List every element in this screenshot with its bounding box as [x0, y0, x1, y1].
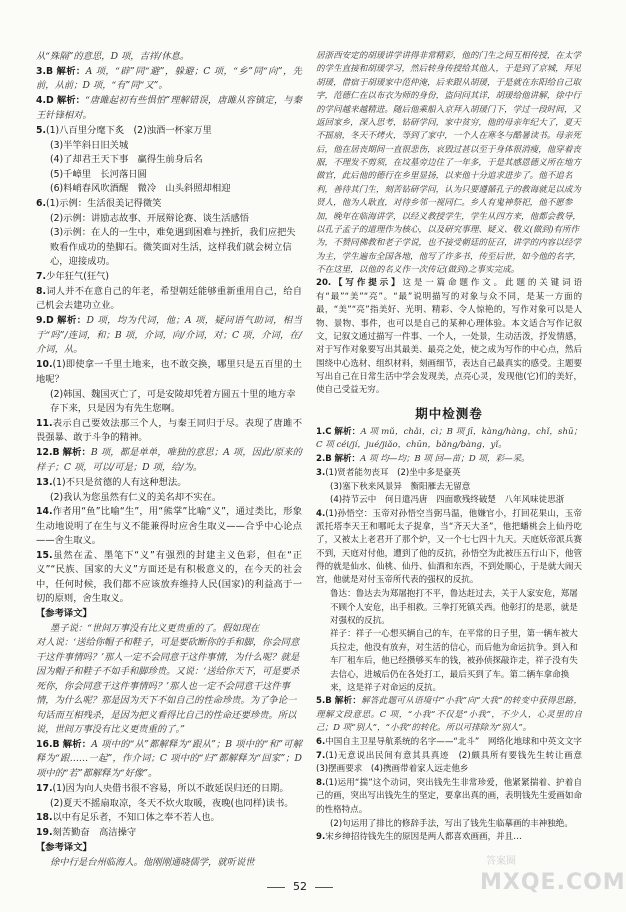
answer-text: 少年狂气(狂气) — [46, 270, 110, 282]
answer-item — [36, 94, 302, 123]
question-number: 4. — [36, 95, 47, 107]
answer-subline: (3)塞下秋来风景异 衡阳雁去无留意 — [330, 481, 471, 492]
answer-keyword: 解析： — [62, 738, 92, 750]
answer-keyword: 解析： — [56, 65, 86, 77]
answer-item — [316, 736, 582, 749]
answer-keyword: 【写作提示】 — [331, 278, 403, 289]
answer-subline: (3)半竿斜日旧关城 — [50, 139, 129, 151]
question-number: 6. — [316, 736, 326, 747]
question-number: 7. — [316, 750, 326, 761]
answer-item — [36, 270, 302, 284]
answer-text: D 项，均为代词，他；A 项，疑问语气助词，相当于“吗”/连词，和；B 项，介词，向/介词，对；C 项，介词，在/介词，从。 — [36, 315, 302, 356]
answer-text: (1)运用“揣”这个动词，突出钱先生非常珍爱，他紧紧揣着、护着自己的画，突出写出钱先生的坚定，要拿出真的画，表明钱先生爱画如命的性格特点。 — [316, 778, 582, 815]
answer-subline: (2)我认为您虽然有仁义的美名却不实在。 — [50, 491, 222, 503]
translation-text: 徐中行是台州临海人。他刚刚通晓儒学，就听说世 — [50, 856, 255, 868]
answer-item — [36, 50, 302, 64]
answer-item — [316, 777, 582, 817]
answer-subline: (6)料峭春风吹酒醒 微冷 山头斜照却相迎 — [50, 183, 231, 195]
answer-letter: B — [325, 696, 332, 707]
answer-letter: B — [52, 447, 60, 459]
answer-text: 表示自己要效法那三个人，与秦王同归于尽。表现了唐雎不畏强暴、敢于斗争的精神。 — [36, 417, 302, 444]
answer-keyword: 解析： — [334, 696, 362, 707]
question-number: 5. — [316, 696, 326, 707]
answer-text: A 项中的“从”都解释为“跟从”；B 项中的“和”可解释为“跟……一起”，作介词；C 项中的“归”都解释为“回家”；D 项中的“若”都解释为“好像”。 — [36, 738, 302, 779]
answer-item — [36, 358, 302, 387]
translation-text: 对人说：‘送给你帽子和鞋子，可是要砍断你的手和脚，你会同意干这件事情吗？’那人一定不会同意干这件事情，为什么呢？就是因为帽子和鞋子不如手和脚珍贵。又说：‘送给你天下，可是要杀死你，你会同意干这件事情吗？’那人也一定不会同意干这件事情，为什么呢？那是因为天下不如自己的性命珍贵。为了争论一句话而互相残杀，是因为把义看得比自己的性命还要珍贵。所以说，世间万事没有比义更贵重的了。” — [36, 637, 300, 736]
answer-text: 词人并不在意自己的年老，希望朝廷能够重新重用自己，给自己机会去建功立业。 — [36, 285, 302, 312]
answer-item — [36, 417, 302, 446]
answer-subline: (5)千嶂里 长河落日圆 — [50, 168, 147, 180]
answer-item — [36, 65, 302, 94]
answer-text: (1)即使拿一千里土地来，也不敢交换，哪里只是五百里的土地呢？ — [36, 359, 302, 385]
reference-translation-heading: 【参考译文】 — [36, 608, 92, 620]
answer-text: A 项 均—均；B 项 回—苗；D 项，彩—采。 — [360, 454, 530, 464]
question-number: 2. — [316, 454, 326, 464]
answer-item — [316, 467, 582, 480]
answer-subline: (2)夏天不摇扇取凉，冬天不炊火取暖，夜晚(也同样)读书。 — [50, 797, 294, 809]
answer-item — [36, 738, 302, 781]
watermark-sub: 答案圈 — [486, 856, 516, 867]
answer-letter: B — [325, 454, 332, 464]
question-number: 6. — [36, 197, 47, 209]
question-number: 7. — [36, 270, 47, 282]
question-number: 9. — [316, 832, 326, 842]
question-number: 16. — [36, 738, 53, 750]
question-number: 8. — [36, 285, 47, 297]
answer-text: B 项，都是单单，唯独的意思；A 项，因此/原来的样子；C 项，可以/可是；D 项，给/为。 — [36, 447, 302, 473]
answer-subline: 祥子：祥子一心想买辆自己的车，在平常的日子里，第一辆车被大兵拉走，他没有放弃，对生活的信心，而后他为命运抗争。到入和车厂租车后，他已经攒够买车的钱，被孙侦探敲诈走，祥子没有失去信心，进城后仍在各处打工，最后买到了车。第二辆车拿命换来，这是祥子对命运的反抗。 — [330, 629, 578, 693]
answer-item — [36, 549, 302, 607]
answer-text: 这是一篇命题作文。此题的关键词语有“最”“美”“亮”。“最”说明描写的对象与众不同，是某一方面的最，“美”“亮”指美好、光明、精彩、令人惊艳的，写作对象可以是人物、景物、事件，也可以是自己的某种心理体验。本文适合写作记叙文，记叙文通过描写一件事、一个人，一处景，生动活泼，抒发情感，对于写作对象要写出其最美、最亮之处，使之成为写作的中心点，然后围绕中心选材、组织材料，刻画细节，表达自己最真实的感受。主题要写出自己在日常生活中学会发现美，点亮心灵，发现他(它)们的美好，使自己受益无穷。 — [316, 278, 583, 396]
question-number: 14. — [36, 506, 53, 518]
answer-letter: C — [325, 426, 332, 437]
answer-item — [36, 446, 302, 475]
question-number: 20. — [316, 278, 332, 289]
answer-keyword: 解析： — [334, 454, 361, 464]
page-number-text: 52 — [293, 880, 307, 893]
question-number: 13. — [36, 476, 53, 488]
question-number: 12. — [36, 447, 53, 459]
question-number: 5. — [36, 124, 47, 136]
watermark-logo — [480, 852, 626, 908]
section-title: 期中检测卷 — [415, 405, 483, 421]
right-column — [316, 50, 591, 845]
answer-item — [36, 826, 302, 840]
answer-item — [36, 505, 302, 548]
reference-translation-heading: 【参考译文】 — [36, 842, 92, 854]
answer-item — [316, 750, 591, 777]
answer-text: 中国自主卫星导航系统的名字——“北斗” 网络化地球和中英文文字 — [325, 736, 582, 747]
answer-item — [36, 782, 302, 796]
answer-item — [316, 277, 582, 397]
answer-text: A 项 mǔ，chǎi，cì；B 项 jī，kàng/hàng，chǐ，shū；C 项 céi/jí，jué/jiǎo，chūn，bǎng/bàng，yǐ。 — [316, 426, 582, 451]
question-number: 4. — [316, 508, 326, 519]
answer-text: (1)不只是贫德的人有这种想法。 — [52, 476, 187, 488]
question-number: 18. — [36, 812, 53, 824]
answer-text: 从“殊隔”的意思，D 项，吉祥/休息。 — [36, 51, 190, 62]
watermark-text: MXQE.COM — [480, 870, 626, 895]
answer-letter: B — [46, 65, 54, 77]
answer-text: (1)示例：生活很美记得微笑 — [46, 197, 162, 209]
question-number: 3. — [36, 65, 47, 77]
answer-subline: (2)句运用了排比的修辞手法，写出了钱先生临摹画的丰神独绝。 — [330, 818, 573, 829]
question-number: 8. — [316, 778, 326, 788]
answer-text: 以中有足乐者，不知口体之奉不若人也。 — [52, 812, 220, 824]
answer-item — [36, 314, 302, 357]
answer-item — [316, 508, 582, 588]
answer-text: 宋乡绅招待钱先生的原因是两人都喜欢画画，并且… — [325, 832, 522, 842]
answer-keyword: 解析： — [334, 426, 361, 437]
answer-text: (1)无意说出民间有意其具真迹 (2)颇具所有要钱先生转让画意 (3)摆画要求 (4)携画带着家人远走他乡 — [316, 750, 591, 775]
translation-text: 居浙西安定的胡瑗讲学讲得非常精彩，他的门生之间互相传授，在太学的学生直接和胡瑗学习，然后转身传授给其他人，于是到了京城，拜见胡瑗，借宿于胡瑗家中范仲淹，后来跟从胡瑗，于是就在东阳给自己取字，范德仁在以布衣为师的身份，盗问问其详，胡瑗给他讲解，徐中行的学问越来越精进。随后他乘船入京拜入胡瑗门下，学过一段时间，又返回家乡，深入思考，钻研学问，家中贫穷，他的母亲年纪大了，夏天不摇扇，冬天不烤火，等到了家中，一个人在寒冬与酷暑读书。母亲死后，他在居丧期间一直很悲伤，哀毁过甚以至于身体很消瘦，他穿着丧服，不理发不剪须，在坟墓旁边住了一年多，于是其感恩德义所在地方做官，此后他的德行在乡里显扬，以来他十分追求进步了。他不追名利，善待其门生，刻苦钻研学问，认为只要遵循孔子的教诲就足以成为贤人，他为人耿直，对待乡邻一视同仁。乡人有鬼神祭祀，他不愿参加，晚年在临海讲学，以经义教授学生，学生从四方来，他都会教导，以孔子孟子的道理作为核心，以及研究事理、疑义、敬义(做到)有所作为，不赞同佛教和老子学说，也不接受朝廷的征召，讲学的内容以经学为主，学生遍布全国各地，他写了许多书，传至后世，如今他的名字，不在这里，以他的名义作一次传记(做到)之事实完成。 — [316, 51, 581, 275]
answer-text: 作者用“鱼”比喻“生”，用“熊掌”比喻“义”，通过类比，形象生动地说明了在生与义不能兼得时应舍生取义——合乎中心论点——舍生取义。 — [36, 506, 302, 546]
question-number: 19. — [36, 827, 53, 839]
answer-letter: B — [52, 738, 60, 750]
answer-text: A 项，“辟”同“避”，躲避；C 项，“乡”同“向”，先前，从前；D 项，“有”同“又”。 — [36, 65, 302, 92]
answer-item — [316, 453, 582, 466]
answer-letter: D — [46, 95, 54, 107]
question-number: 3. — [316, 467, 326, 478]
answer-keyword: 解析： — [62, 447, 91, 459]
answer-subline: 鲁达：鲁达去为郑屠抱打不平，鲁达赶过去，关于人家安危，郑屠不顾个人安危，出手相救。三拳打死镇关西。他彰打的是恶，就是对强权的反抗。 — [330, 589, 578, 626]
answer-subline: (4)了却君王天下事 赢得生前身后名 — [50, 154, 203, 166]
answer-item — [316, 695, 582, 735]
answer-text: (1)贤者能勿丧耳 (2)坐中多是豪英 — [325, 467, 461, 478]
answer-subline: (3)示例：在人的一生中，难免遇到困难与挫折，我们应把失败看作成功的垫脚石。微笑面对生活，这样我们就会树立信心，迎接成功。 — [50, 227, 296, 268]
question-number: 17. — [36, 782, 53, 794]
translation-text: 墨子说：“世间万事没有比义更贵重的了。假如现在 — [50, 622, 260, 634]
answer-item — [36, 197, 302, 211]
answer-subline: (2)韩国、魏国灭亡了，可是安陵却凭着方圆五十里的地方幸存下来，只是因为有先生您啊。 — [50, 388, 296, 415]
answer-item — [36, 285, 302, 314]
question-number: 10. — [36, 359, 53, 371]
question-number: 9. — [36, 315, 47, 327]
answer-text: (1)八百里分麾下炙 (2)浊酒一杯家万里 — [46, 124, 212, 136]
answer-text: “唐雎起初有些惧怕”理解错误，唐雎从容镇定，与秦王针锋相对。 — [36, 95, 302, 121]
answer-subline: (2)示例：讲励志故事、开展辩论赛、谈生活感悟 — [50, 212, 250, 224]
left-column — [36, 50, 302, 870]
question-number: 1. — [316, 426, 326, 437]
answer-text: 虽然在孟、墨笔下“义”有强烈的封建主义色彩，但在“正义”“民族、国家的大义”方面还是有积极意义的，在今天的社会中，任何时候，我们都不应该放弃维持人民(国家)的利益高于一切的原则，舍生取义。 — [36, 549, 302, 605]
answer-text: 解答此题可从语境中“小我”向“大我”的转变中获得思路，理解文段意思。C 项，“小我”不仅是“小我”，不少人，心灵里的自己；D 项“别人”，“小我”的转化。所以可排除为“别人”。 — [316, 696, 583, 733]
answer-keyword: 解析： — [57, 315, 87, 327]
answer-text: (1)因为向人央借书很不容易，所以不敢延误归还的日期。 — [52, 782, 289, 794]
answer-item — [316, 831, 582, 844]
answer-text: (1)孙悟空：玉帝对孙悟空当弼马温，他嫌官小，打回花果山，玉帝派托塔李天王和哪吒太子捉拿，当“齐天大圣”，他把蟠桃会上仙丹吃了，又被太上老君开了那个炉，又一个七七四十九天。天庭妖帝派兵赛不到，天庭对付他，遭到了他的反抗，孙悟空为此被压五行山下，他管得的就是仙水、仙桃、仙丹、仙酒和东西，不到处顺心，于是就大闹天宫，他就是对付玉帝所代表的强权的反抗。 — [316, 508, 582, 586]
answer-item — [36, 476, 302, 490]
question-number: 11. — [36, 417, 53, 429]
answer-text: 刻苦勤奋 高洁操守 — [52, 827, 137, 839]
answer-keyword: 解析： — [56, 95, 86, 107]
answer-item — [36, 124, 302, 138]
answer-item — [36, 811, 302, 825]
answer-letter: D — [46, 315, 54, 327]
answer-subline: (4)持节云中 何日遣冯唐 四面歌残终破楚 八年风味徒思浙 — [330, 495, 565, 506]
question-number: 15. — [36, 549, 53, 561]
answer-item — [316, 426, 582, 453]
